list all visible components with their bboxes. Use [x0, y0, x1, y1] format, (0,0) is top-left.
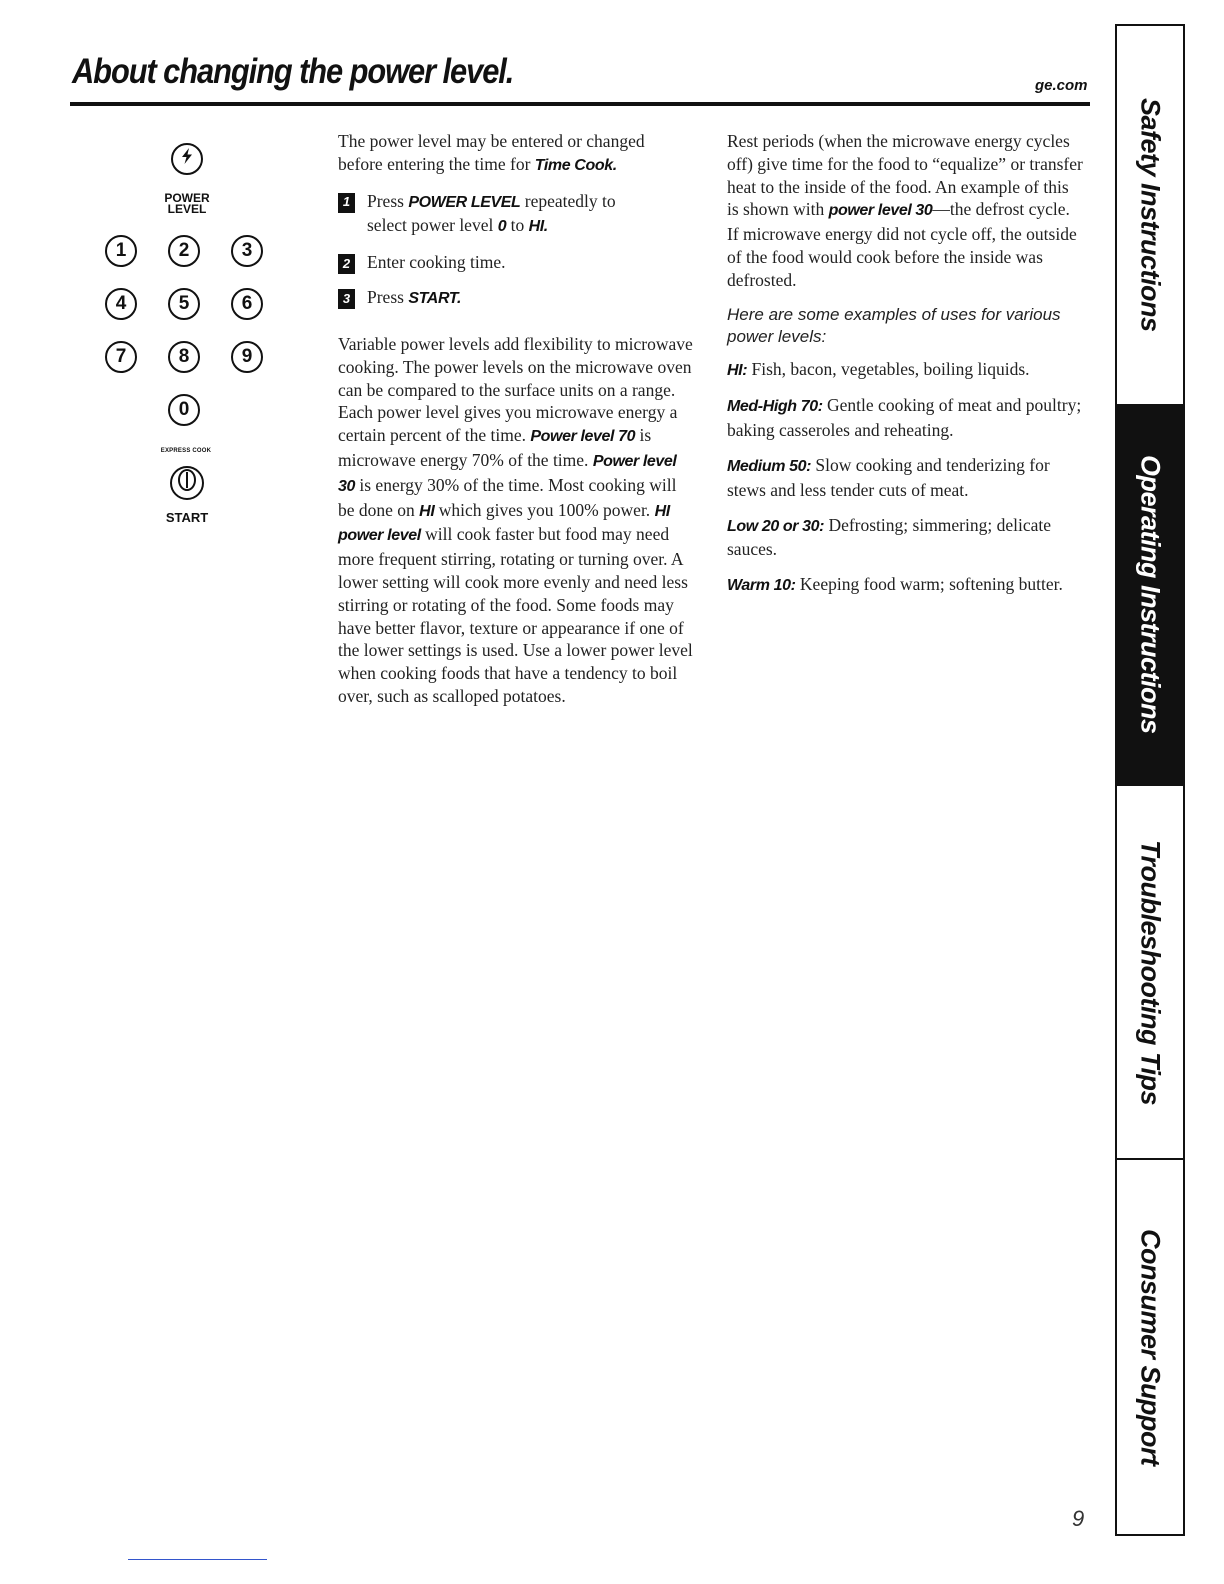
- digit-key-1: 1: [105, 235, 137, 267]
- digit-key-4: 4: [105, 288, 137, 320]
- digit-key-3: 3: [231, 235, 263, 267]
- body-text-5: will cook faster but food may need more frequent stirring, rotating or turning over. A lower setting will cook more evenly and need less stirring or rotating of the food. Some foods may have better flavor, texture or appearance if one of the lower settings is used. Use a lower power level when cooking foods that have a tendency to boil over, such as scalloped potatoes.: [338, 524, 693, 706]
- step-3: [338, 286, 698, 311]
- digit-key-6: 6: [231, 288, 263, 320]
- step-1-mid: repeatedly to select power level: [367, 190, 616, 236]
- example-label: Med-High 70:: [727, 398, 823, 416]
- step-1-mid2: to: [506, 215, 529, 236]
- link-underline: [128, 1559, 267, 1560]
- step-2-text: Enter cooking time.: [367, 252, 506, 273]
- body-text-2: is microwave energy 70% of the time.: [338, 425, 652, 470]
- example-label: Medium 50:: [727, 457, 812, 475]
- power-label-line2: LEVEL: [167, 202, 207, 216]
- tab-label: Operating Instructions: [1135, 454, 1166, 734]
- title-rule: [70, 102, 1090, 106]
- power-level-emphasis: POWER LEVEL: [408, 193, 521, 211]
- lightning-icon: [178, 147, 196, 171]
- tab-safety-instructions[interactable]: [1117, 26, 1183, 404]
- variable-power-paragraph: [338, 333, 694, 708]
- intro-text: The power level may be entered or changed before entering the time for: [338, 131, 645, 174]
- level-hi-emphasis: HI.: [528, 218, 548, 236]
- step-1-pre: Press: [367, 190, 409, 211]
- example-label: Low 20 or 30:: [727, 517, 825, 535]
- rest-periods-paragraph: [727, 130, 1083, 292]
- intro-paragraph: [338, 130, 658, 178]
- start-emphasis: START.: [408, 290, 462, 308]
- page-title: About changing the power level.: [72, 52, 514, 91]
- example-hi: [727, 358, 1083, 383]
- level-zero-emphasis: 0: [497, 218, 507, 236]
- step-1-text: [367, 190, 647, 240]
- step-2: [338, 251, 698, 274]
- power-levels-column: [727, 130, 1083, 598]
- power-icon: [174, 467, 200, 499]
- time-cook-emphasis: Time Cook.: [534, 156, 617, 174]
- section-tabs: [1115, 24, 1185, 1536]
- rest-text-2: —the defrost cycle. If microwave energy did not cycle off, the outside of the food would cook before the inside was defrosted.: [727, 199, 1077, 290]
- power-level-30-emphasis: Power level 30: [338, 452, 677, 495]
- body-text-4: which gives you 100% power.: [434, 499, 655, 520]
- step-number-3: 3: [338, 289, 355, 309]
- step-3-pre: Press: [367, 287, 409, 308]
- body-text-3: is energy 30% of the time. Most cooking will be done on: [338, 474, 677, 520]
- power-level-key: [171, 143, 203, 175]
- express-cook-label: EXPRESS COOK: [160, 448, 212, 454]
- rest-text-1: Rest periods (when the microwave energy cycles off) give time for the food to “equalize” or transfer heat to the inside of the food. An example of this is shown with: [727, 131, 1083, 220]
- page-number: 9: [1072, 1506, 1085, 1531]
- start-key: [170, 466, 204, 500]
- tab-troubleshooting-tips[interactable]: [1117, 786, 1183, 1158]
- start-label: START: [165, 510, 209, 525]
- example-text: Fish, bacon, vegetables, boiling liquids.: [747, 358, 1030, 379]
- example-medium: [727, 454, 1083, 502]
- example-text: Defrosting; simmering; delicate sauces.: [727, 514, 1052, 560]
- site-link[interactable]: ge.com: [1035, 77, 1088, 94]
- examples-heading: Here are some examples of uses for various power levels:: [727, 304, 1061, 346]
- tab-label: Troubleshooting Tips: [1135, 839, 1166, 1105]
- digit-key-8: 8: [168, 341, 200, 373]
- hi-power-level-emphasis: HI power level: [338, 502, 670, 545]
- example-text: Slow cooking and tenderizing for stews and less tender cuts of meat.: [727, 454, 1050, 500]
- example-label: HI:: [727, 361, 748, 379]
- hi-emphasis: HI: [419, 502, 435, 520]
- example-warm: [727, 573, 1083, 598]
- body-text-1: Variable power levels add flexibility to microwave cooking. The power levels on the microwave oven can be compared to the surface units on a range. Each power level gives you microwave energy a certain percent of the time.: [338, 333, 693, 446]
- digit-key-7: 7: [105, 341, 137, 373]
- tab-label: Consumer Support: [1135, 1228, 1166, 1466]
- example-text: Keeping food warm; softening butter.: [795, 574, 1063, 595]
- instructions-column: [338, 130, 698, 708]
- power-level-30-emphasis: power level 30: [828, 202, 933, 220]
- power-level-70-emphasis: Power level 70: [530, 428, 636, 446]
- step-3-text: [367, 286, 461, 311]
- digit-key-9: 9: [231, 341, 263, 373]
- digit-key-5: 5: [168, 288, 200, 320]
- step-number-2: 2: [338, 254, 355, 274]
- tab-label: Safety Instructions: [1135, 98, 1166, 332]
- example-med-high: [727, 394, 1083, 442]
- example-label: Warm 10:: [727, 577, 796, 595]
- tab-consumer-support[interactable]: [1117, 1160, 1183, 1534]
- tab-operating-instructions[interactable]: [1117, 404, 1183, 784]
- step-1: [338, 190, 698, 240]
- power-label-line1: POWER: [164, 191, 210, 205]
- example-text: Gentle cooking of meat and poultry; baking casseroles and reheating.: [727, 395, 1082, 441]
- digit-key-0: 0: [168, 394, 200, 426]
- step-number-1: 1: [338, 193, 355, 213]
- digit-key-2: 2: [168, 235, 200, 267]
- example-low: [727, 514, 1083, 562]
